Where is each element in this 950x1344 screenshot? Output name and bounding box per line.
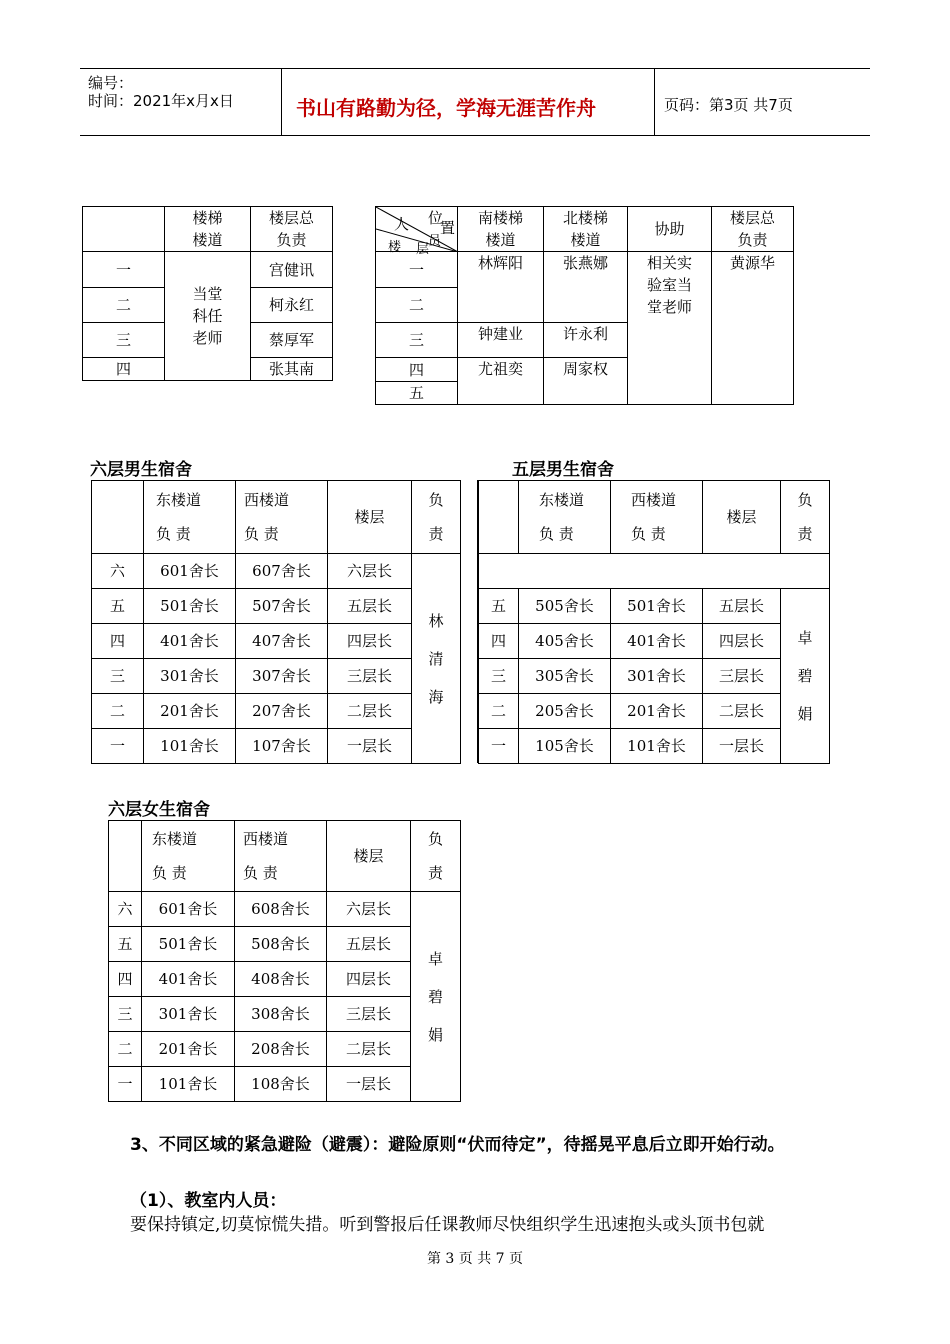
blank-header-cell xyxy=(109,821,142,892)
floor-label: 一 xyxy=(92,729,144,764)
leader-cell: 柯永红 xyxy=(251,288,333,323)
floor-label: 一 xyxy=(109,1067,142,1102)
floor-label: 五 xyxy=(376,382,458,405)
header-north-stair: 北楼梯 楼道 xyxy=(544,207,628,252)
header-assist: 协助 xyxy=(628,207,712,252)
floor-label: 三 xyxy=(376,323,458,358)
dorm-boys5-table xyxy=(478,480,830,764)
header-responsible: 负 责 xyxy=(412,481,461,554)
name-char: 娟 xyxy=(427,1025,443,1044)
blank-header-cell xyxy=(92,481,144,554)
floor-leader-cell: 六层长 xyxy=(328,554,412,589)
east-cell: 505舍长 xyxy=(519,589,611,624)
floor-leader-cell: 四层长 xyxy=(327,962,411,997)
north-cell: 许永利 xyxy=(544,323,628,358)
header-west: 西楼道 负 责 xyxy=(236,481,328,554)
dorm-girls6-table xyxy=(108,820,461,1102)
responsible-cell xyxy=(781,589,830,764)
floor-label: 二 xyxy=(376,288,458,323)
east-cell: 501舍长 xyxy=(142,927,235,962)
page-info: 页码：第3页 共7页 xyxy=(664,96,793,114)
code-label: 编号： xyxy=(88,74,134,92)
south-cell: 林辉阳 xyxy=(458,252,544,323)
east-cell: 401舍长 xyxy=(144,624,236,659)
name-char: 林 xyxy=(428,611,444,630)
responsible-cell xyxy=(412,554,461,764)
west-cell: 501舍长 xyxy=(611,589,703,624)
header-east: 东楼道 负 责 xyxy=(519,481,611,554)
date-label: 时间：2021年x月x日 xyxy=(88,92,234,110)
blank-header-cell xyxy=(83,207,165,252)
floor-label: 三 xyxy=(109,997,142,1032)
floor-leader-cell: 五层长 xyxy=(328,589,412,624)
header-east: 东楼道 负 责 xyxy=(144,481,236,554)
west-cell: 508舍长 xyxy=(235,927,327,962)
header-floor: 楼层 xyxy=(327,821,411,892)
page-footer: 第 3 页 共 7 页 xyxy=(426,1251,524,1267)
stair-duty-table-1 xyxy=(82,206,333,381)
header-floor-leader: 楼层总 负责 xyxy=(712,207,794,252)
name-char: 海 xyxy=(428,687,444,706)
name-char: 碧 xyxy=(797,667,813,685)
header-stairway: 楼梯 楼道 xyxy=(165,207,251,252)
west-cell: 507舍长 xyxy=(236,589,328,624)
east-cell: 201舍长 xyxy=(142,1032,235,1067)
dorm-boys6-title: 六层男生宿舍 xyxy=(90,460,192,480)
east-cell: 601舍长 xyxy=(144,554,236,589)
west-cell: 101舍长 xyxy=(611,729,703,764)
empty-row xyxy=(479,554,830,589)
header-responsible: 负 责 xyxy=(781,481,830,554)
body-paragraph: 要保持镇定,切莫惊慌失措。听到警报后任课教师尽快组织学生迅速抱头或头顶书包就 xyxy=(130,1215,765,1235)
floor-leader-cell: 二层长 xyxy=(703,694,781,729)
floor-leader-cell: 三层长 xyxy=(328,659,412,694)
floor-leader-cell: 五层长 xyxy=(703,589,781,624)
floor-label: 一 xyxy=(376,252,458,288)
name-char: 碧 xyxy=(427,987,443,1006)
name-char: 卓 xyxy=(797,629,813,647)
floor-leader-cell: 四层长 xyxy=(328,624,412,659)
diag-yuan: 员 xyxy=(428,234,442,249)
assist-cell: 相关实 验室当 堂老师 xyxy=(628,252,712,405)
floor-label: 四 xyxy=(479,624,519,659)
floor-label: 四 xyxy=(83,358,165,381)
floor-label: 四 xyxy=(92,624,144,659)
west-cell: 307舍长 xyxy=(236,659,328,694)
leader-cell: 宫健讯 xyxy=(251,252,333,288)
diag-wei: 位 xyxy=(428,209,444,227)
east-cell: 405舍长 xyxy=(519,624,611,659)
west-cell: 301舍长 xyxy=(611,659,703,694)
east-cell: 101舍长 xyxy=(144,729,236,764)
teacher-cell: 当堂 科任 老师 xyxy=(165,252,251,381)
floor-label: 一 xyxy=(479,729,519,764)
diag-lou: 楼 xyxy=(388,240,402,255)
floor-label: 三 xyxy=(479,659,519,694)
floor-leader-cell: 三层长 xyxy=(327,997,411,1032)
floor-label: 二 xyxy=(92,694,144,729)
west-cell: 207舍长 xyxy=(236,694,328,729)
west-cell: 107舍长 xyxy=(236,729,328,764)
header-south-stair: 南楼梯 楼道 xyxy=(458,207,544,252)
floor-leader-cell: 四层长 xyxy=(703,624,781,659)
floor-leader-cell: 五层长 xyxy=(327,927,411,962)
floor-leader-cell: 一层长 xyxy=(703,729,781,764)
west-cell: 401舍长 xyxy=(611,624,703,659)
floor-leader-cell: 一层长 xyxy=(327,1067,411,1102)
diagonal-header-cell xyxy=(376,207,458,257)
diag-ceng: 层 xyxy=(416,242,430,257)
header-east: 东楼道 负 责 xyxy=(142,821,235,892)
header-floor-leader: 楼层总 负责 xyxy=(251,207,333,252)
floor-label: 二 xyxy=(479,694,519,729)
west-cell: 607舍长 xyxy=(236,554,328,589)
west-cell: 201舍长 xyxy=(611,694,703,729)
floor-leader-cell: 一层长 xyxy=(328,729,412,764)
leader-cell: 蔡厚军 xyxy=(251,323,333,358)
table-divider xyxy=(460,480,478,763)
floor-label: 一 xyxy=(83,252,165,288)
floor-label: 五 xyxy=(109,927,142,962)
floor-label: 四 xyxy=(109,962,142,997)
blank-header-cell xyxy=(479,481,519,554)
east-cell: 301舍长 xyxy=(142,997,235,1032)
west-cell: 208舍长 xyxy=(235,1032,327,1067)
south-cell: 钟建业 xyxy=(458,323,544,358)
floor-label: 四 xyxy=(376,358,458,382)
east-cell: 305舍长 xyxy=(519,659,611,694)
header-motto: 书山有路勤为径，学海无涯苦作舟 xyxy=(296,96,596,120)
name-char: 卓 xyxy=(427,949,443,968)
south-cell: 尤祖奕 xyxy=(458,358,544,405)
west-cell: 308舍长 xyxy=(235,997,327,1032)
east-cell: 601舍长 xyxy=(142,892,235,927)
floor-label: 五 xyxy=(92,589,144,624)
leader-cell: 张其南 xyxy=(251,358,333,381)
floor-leader-cell: 二层长 xyxy=(327,1032,411,1067)
east-cell: 105舍长 xyxy=(519,729,611,764)
header-west: 西楼道 负 责 xyxy=(611,481,703,554)
east-cell: 401舍长 xyxy=(142,962,235,997)
floor-label: 三 xyxy=(92,659,144,694)
floor-label: 六 xyxy=(92,554,144,589)
west-cell: 608舍长 xyxy=(235,892,327,927)
dorm-boys6-table xyxy=(91,480,461,764)
responsible-cell xyxy=(411,892,461,1102)
stair-duty-table-2 xyxy=(375,206,794,405)
name-char: 娟 xyxy=(797,705,813,723)
header-west: 西楼道 负 责 xyxy=(235,821,327,892)
west-cell: 108舍长 xyxy=(235,1067,327,1102)
header-responsible: 负 责 xyxy=(411,821,461,892)
north-cell: 张燕娜 xyxy=(544,252,628,323)
east-cell: 201舍长 xyxy=(144,694,236,729)
east-cell: 501舍长 xyxy=(144,589,236,624)
north-cell: 周家权 xyxy=(544,358,628,405)
header-floor: 楼层 xyxy=(703,481,781,554)
floor-label: 五 xyxy=(479,589,519,624)
west-cell: 408舍长 xyxy=(235,962,327,997)
dorm-boys5-title: 五层男生宿舍 xyxy=(512,460,614,480)
floor-leader-cell: 三层长 xyxy=(703,659,781,694)
floor-label: 二 xyxy=(83,288,165,323)
subsection-heading: （1）、教室内人员： xyxy=(130,1191,287,1211)
east-cell: 101舍长 xyxy=(142,1067,235,1102)
east-cell: 301舍长 xyxy=(144,659,236,694)
section-heading: 3、不同区域的紧急避险（避震）：避险原则“伏而待定”，待摇晃平息后立即开始行动。 xyxy=(130,1135,785,1155)
west-cell: 407舍长 xyxy=(236,624,328,659)
floor-leader-cell: 二层长 xyxy=(328,694,412,729)
diag-zhi: 置 xyxy=(440,219,456,237)
header-floor: 楼层 xyxy=(328,481,412,554)
diag-ren: 人 xyxy=(394,215,410,233)
floor-label: 六 xyxy=(109,892,142,927)
floor-leader-cell: 六层长 xyxy=(327,892,411,927)
floor-label: 三 xyxy=(83,323,165,358)
name-char: 清 xyxy=(428,649,444,668)
floor-label: 二 xyxy=(109,1032,142,1067)
east-cell: 205舍长 xyxy=(519,694,611,729)
leader-cell: 黄源华 xyxy=(712,252,794,405)
dorm-girls6-title: 六层女生宿舍 xyxy=(108,800,210,820)
